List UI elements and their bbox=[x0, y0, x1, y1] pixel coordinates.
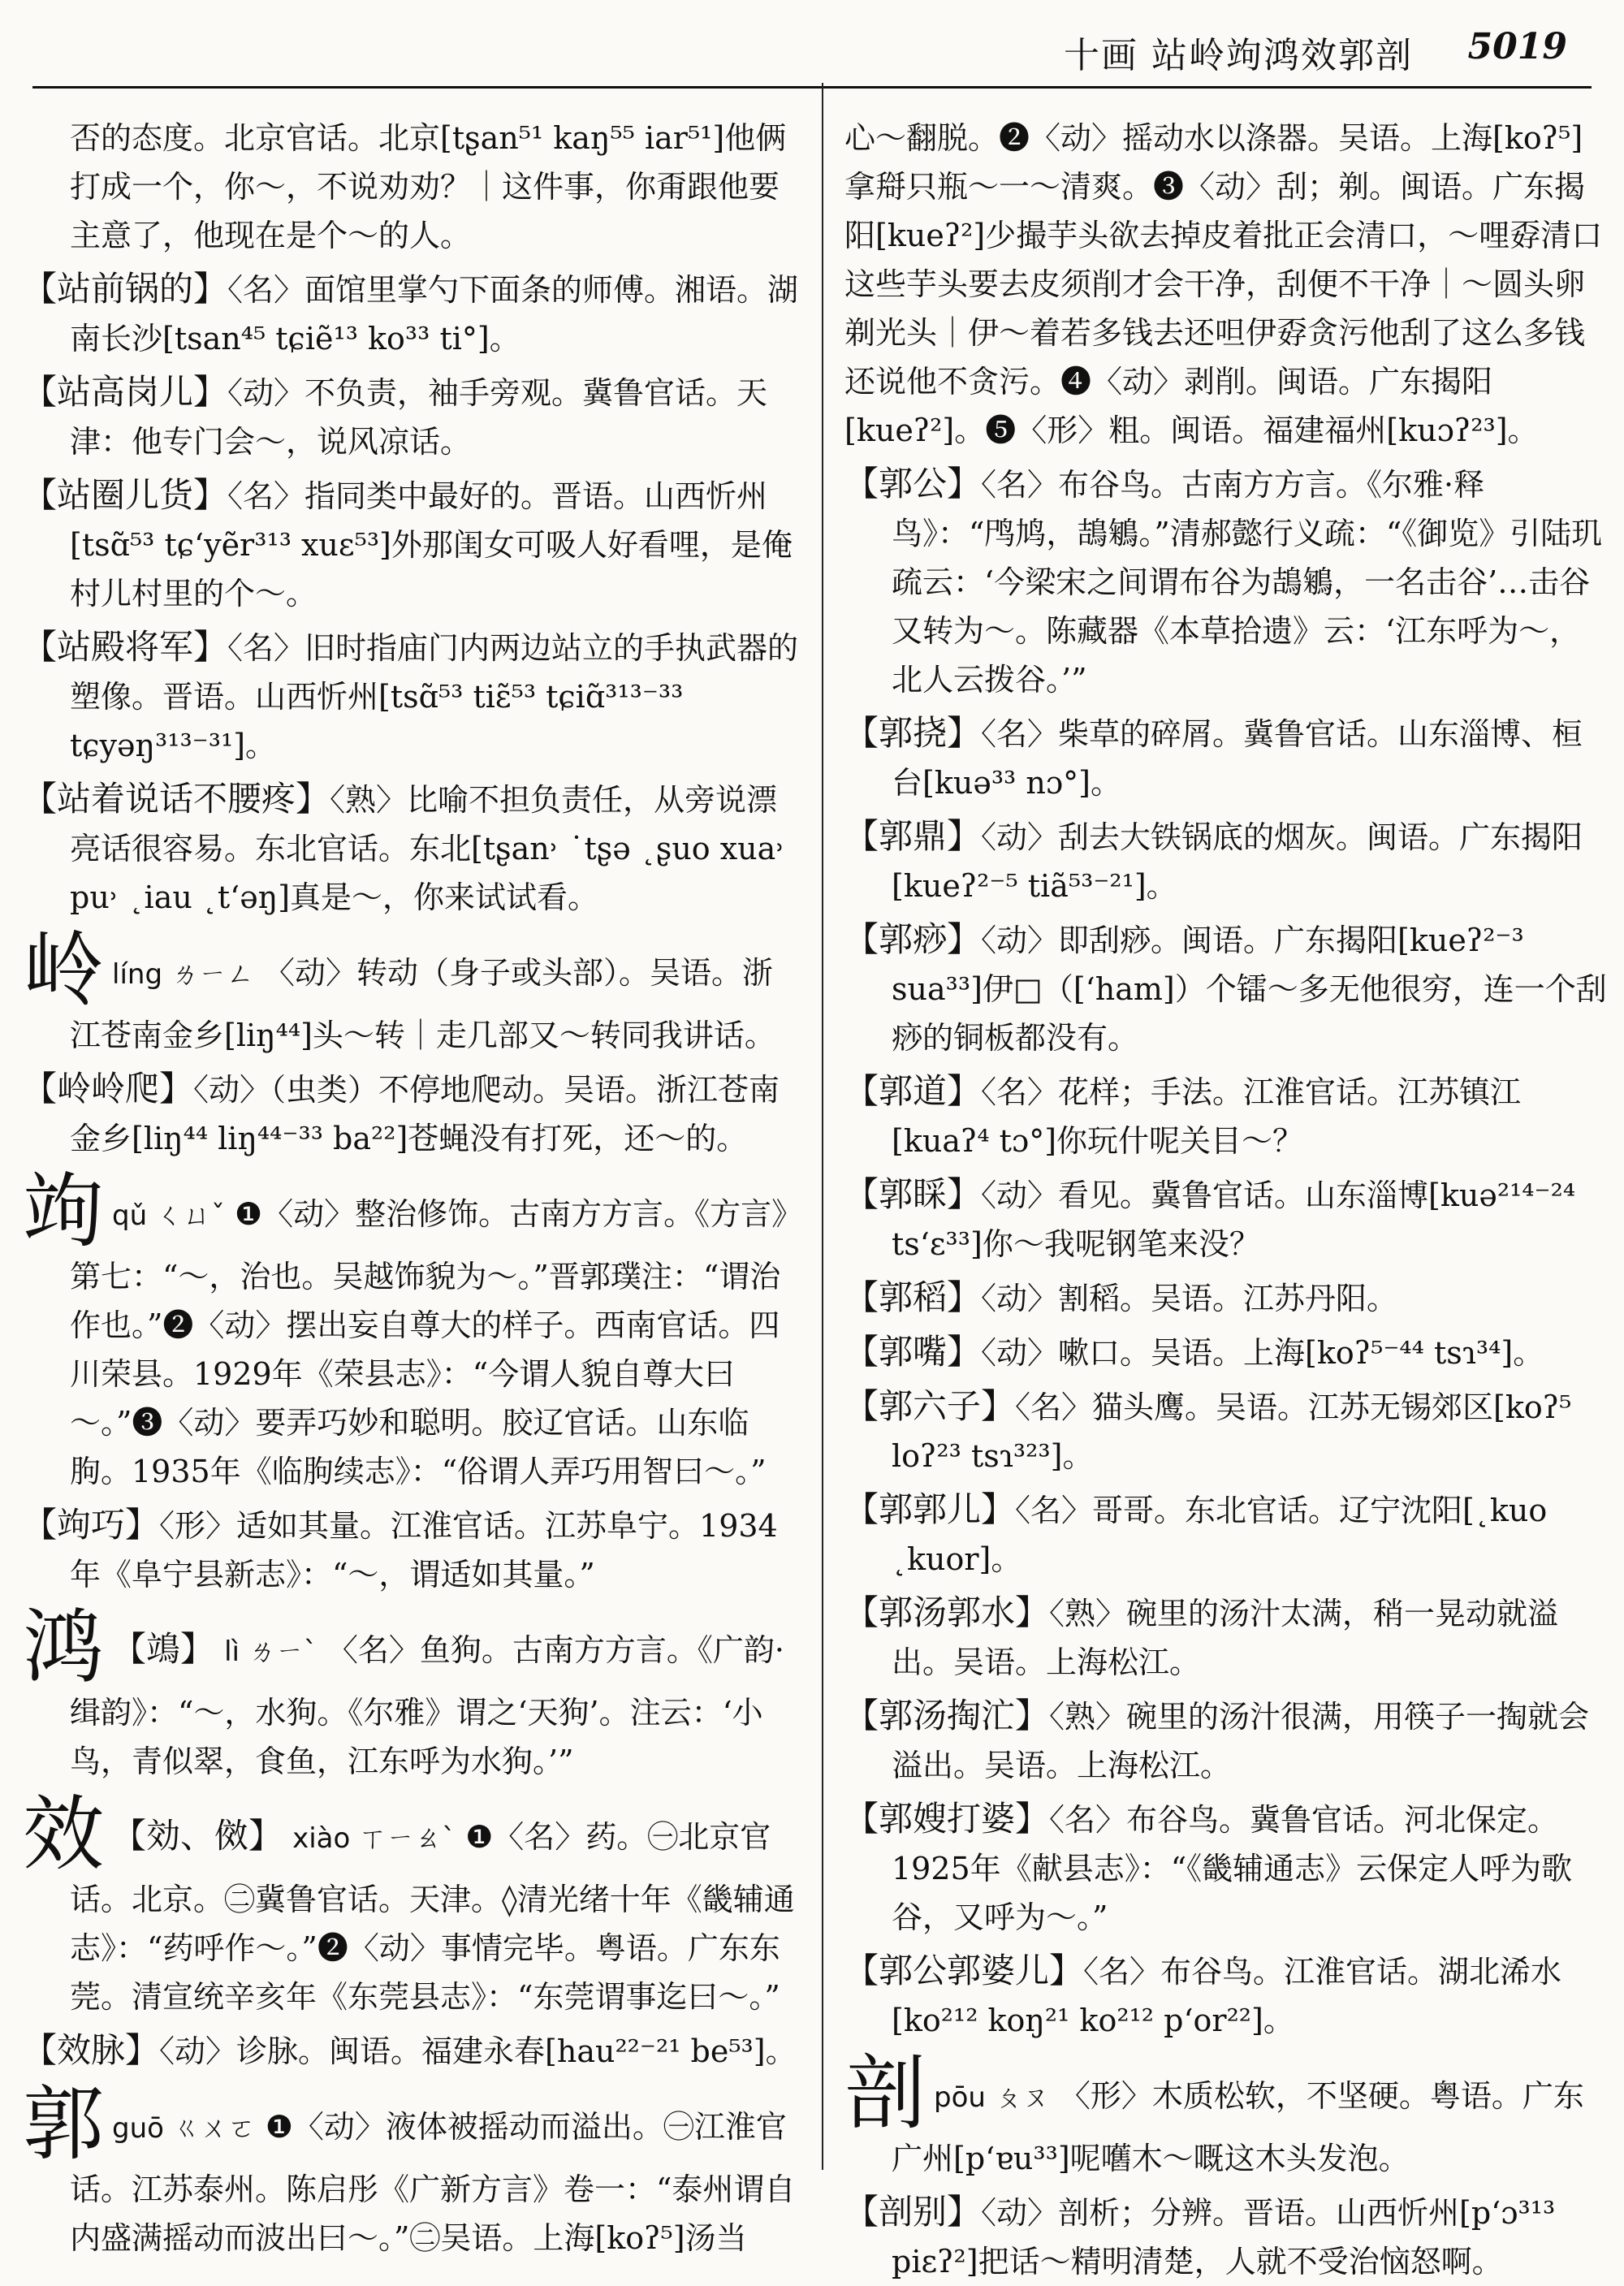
headword: 【剖别】 bbox=[844, 2192, 982, 2232]
entry-guotangguoshui bbox=[844, 1588, 1608, 1687]
headword: 【郭郭儿】 bbox=[844, 1489, 1016, 1529]
page-header bbox=[32, 16, 1592, 89]
big-character: 竘 bbox=[23, 1164, 104, 1259]
entry-guogongguopoer bbox=[844, 1947, 1608, 2045]
variant-form: 【鴗】 bbox=[112, 1629, 215, 1669]
definition: 〈名〉布谷鸟。江淮官话。湖北浠水[ko²¹² koŋ²¹ ko²¹² pʻor²²]。 bbox=[892, 1954, 1562, 2038]
pronunciation: guō ㄍㄨㄛ bbox=[112, 2112, 256, 2145]
char-entry-guo bbox=[23, 2076, 802, 2262]
entry-guozui bbox=[844, 1328, 1608, 1377]
headword: 【郭六子】 bbox=[844, 1386, 1016, 1426]
definition: 〈名〉花样；手法。江淮官话。江苏镇江[kuaʔ⁴ tɔ°]你玩什呢关目～？ bbox=[892, 1074, 1522, 1159]
headword: 【郭痧】 bbox=[844, 919, 982, 959]
definition: 〈动〉不负责，袖手旁观。冀鲁官话。天津：他专门会～，说风凉话。 bbox=[70, 375, 768, 460]
entry-zhanquanhuo bbox=[23, 471, 802, 618]
definition: 〈动〉看见。冀鲁官话。山东淄博[kuə²¹⁴⁻²⁴ tsʻɛ³³]你～我呢钢笔来没？ bbox=[892, 1178, 1576, 1262]
headword: 【郭睬】 bbox=[844, 1174, 982, 1214]
definition: ❶〈动〉液体被摇动而溢出。㊀江淮官话。江苏泰州。陈启彤《广新方言》卷一：“泰州谓自内盛满摇动而波出曰～。”㊁吴语。上海[koʔ⁵]汤当 bbox=[70, 2109, 796, 2256]
page-number: 5019 bbox=[1467, 26, 1567, 67]
big-character: 鸿 bbox=[23, 1600, 104, 1695]
headword: 【竘巧】 bbox=[23, 1505, 160, 1545]
big-character: 郭 bbox=[23, 2076, 104, 2171]
entry-guodao bbox=[844, 1067, 1608, 1165]
headword: 【站着说话不腰疼】 bbox=[23, 779, 330, 819]
pronunciation: qǔ ㄑㄩˇ bbox=[112, 1199, 225, 1232]
definition: 〈熟〉比喻不担负责任，从旁说漂亮话很容易。东北官话。东北[tʂan˒ ˙tʂə ˛ʂuo xua˒ pu˒ ˛iau ˛tʻəŋ]真是～，你来试试看。 bbox=[70, 782, 785, 915]
definition: 〈名〉猫头鹰。吴语。江苏无锡郊区[koʔ⁵ loʔ²³ tsɿ³²³]。 bbox=[892, 1389, 1572, 1474]
definition: ❶〈动〉整治修饰。古南方方言。《方言》第七：“～，治也。吴越饰貌为～。”晋郭璞注：“谓治作也。”❷〈动〉摆出妄自尊大的样子。西南官话。四川荣县。1929年《荣县志》：“今谓人貌自尊大曰～。”❸〈动〉要弄巧妙和聪明。胶辽官话。山东临朐。1935年《临朐续志》：“俗谓人弄巧用智曰～。” bbox=[70, 1196, 788, 1489]
entry-zhanqianguode bbox=[23, 265, 802, 363]
definition: 〈名〉指同类中最好的。晋语。山西忻州[tsɑ̃⁵³ tɕʻyẽr³¹³ xuɛ⁵³]外那闺女可吸人好看哩，是俺村儿村里的个～。 bbox=[70, 478, 793, 611]
headword: 【郭嘴】 bbox=[844, 1332, 982, 1372]
left-column bbox=[23, 83, 802, 2256]
pronunciation: lì ㄌㄧˋ bbox=[224, 1636, 317, 1668]
char-entry-qu bbox=[23, 1164, 802, 1496]
big-character: 效 bbox=[23, 1787, 104, 1882]
definition: 〈熟〉碗里的汤汁很满，用筷子一掏就会溢出。吴语。上海松江。 bbox=[892, 1699, 1590, 1783]
entry-guogong bbox=[844, 460, 1608, 704]
entry-quqiao bbox=[23, 1501, 802, 1599]
definition: 〈动〉（虫类）不停地爬动。吴语。浙江苍南金乡[liŋ⁴⁴ liŋ⁴⁴⁻³³ ba²²]苍蝇没有打死，还～的。 bbox=[70, 1072, 780, 1156]
definition: 〈名〉面馆里掌勺下面条的师傅。湘语。湖南长沙[tsan⁴⁵ tɕiẽ¹³ ko³³ ti°]。 bbox=[70, 272, 799, 357]
entry-xiaomai bbox=[23, 2026, 802, 2076]
headword: 【郭嫂打婆】 bbox=[844, 1799, 1050, 1839]
definition: 〈名〉鱼狗。古南方方言。《广韵·缉韵》：“～，水狗。《尔雅》谓之‘天狗’。注云：‘小鸟，青似翠，食鱼，江东呼为水狗。’” bbox=[70, 1632, 784, 1779]
definition: 〈名〉旧时指庙门内两边站立的手执武器的塑像。晋语。山西忻州[tsɑ̃⁵³ tiɛ̃⁵³ tɕiɑ̃³¹³⁻³³ tɕyəŋ³¹³⁻³¹]。 bbox=[70, 630, 799, 763]
headword: 【站圈儿货】 bbox=[23, 475, 228, 515]
continued-text: 心～翻脱。❷〈动〉摇动水以涤器。吴语。上海[koʔ⁵]拿搿只瓶～一～清爽。❸〈动〉刮；剃。闽语。广东揭阳[kueʔ²]少撮芋头欲去掉皮着批正会清口，～哩孬清口这些芋头要去皮须削才会干净，刮便不干净｜～圆头卵剃光头｜伊～着若多钱去还呾伊孬贪污他刮了这么多钱还说他不贪污。❹〈动〉剥削。闽语。广东揭阳[kueʔ²]。❺〈形〉粗。闽语。福建福州[kuɔʔ²³]。 bbox=[844, 120, 1603, 448]
big-character: 岭 bbox=[23, 923, 104, 1018]
pronunciation: pōu ㄆㄡ bbox=[934, 2081, 1050, 2114]
definition: 〈形〉木质松软，不坚硬。粤语。广东广州[pʻɐu³³]呢嚿木～嘅这木头发泡。 bbox=[892, 2078, 1584, 2176]
definition: 〈名〉布谷鸟。冀鲁官话。河北保定。1925年《献县志》：“《畿辅通志》云保定人呼为歌谷，又呼为～。” bbox=[892, 1802, 1573, 1935]
entry-guotangtaoxing bbox=[844, 1692, 1608, 1790]
pronunciation: xiào ㄒㄧㄠˋ bbox=[292, 1822, 456, 1855]
entry-zhangaogang bbox=[23, 368, 802, 466]
definition: 〈动〉刮去大铁锅底的烟灰。闽语。广东揭阳[kueʔ²⁻⁵ tiã⁵³⁻²¹]。 bbox=[892, 819, 1583, 904]
entry-guosha bbox=[844, 915, 1608, 1062]
variant-form: 【効、傚】 bbox=[112, 1816, 283, 1856]
headword: 【郭公】 bbox=[844, 464, 982, 503]
entry-guoding bbox=[844, 812, 1608, 910]
headword: 【郭汤掏汒】 bbox=[844, 1696, 1050, 1735]
headword: 【效脉】 bbox=[23, 2030, 160, 2070]
headword: 【站前锅的】 bbox=[23, 269, 228, 309]
definition: ❶〈名〉药。㊀北京官话。北京。㊁冀鲁官话。天津。◊清光绪十年《畿辅通志》：“药呼作～。”❷〈动〉事情完毕。粤语。广东东莞。清宣统辛亥年《东莞县志》：“东莞谓事迄曰～。” bbox=[70, 1819, 795, 2015]
definition: 〈名〉布谷鸟。古南方方言。《尔雅·释鸟》：“鸤鸠，鴶鵴。”清郝懿行义疏：“《御览》引陆玑疏云：‘今梁宋之间谓布谷为鴶鵴，一名击谷’…击谷又转为～。陈藏器《本草拾遗》云：‘江东呼为～，北人云拨谷。’” bbox=[892, 467, 1603, 698]
char-entry-xiao bbox=[23, 1787, 802, 2021]
char-entry-pou bbox=[844, 2046, 1608, 2183]
headword: 【郭稻】 bbox=[844, 1277, 982, 1317]
definition: 〈动〉嗽口。吴语。上海[koʔ⁵⁻⁴⁴ tsɿ³⁴]。 bbox=[981, 1335, 1544, 1371]
right-column bbox=[844, 83, 1608, 2280]
definition: 〈动〉转动（身子或头部）。吴语。浙江苍南金乡[liŋ⁴⁴]头～转｜走几部又～转同我讲话。 bbox=[70, 955, 775, 1053]
pronunciation: líng ㄌㄧㄥ bbox=[112, 958, 254, 991]
entry-guosaodapo bbox=[844, 1795, 1608, 1942]
definition: 〈名〉哥哥。东北官话。辽宁沈阳[˛kuo ˛kuor]。 bbox=[892, 1493, 1548, 1577]
definition: 〈动〉即刮痧。闽语。广东揭阳[kueʔ²⁻³ sua³³]伊□（[ʻham]）个镭～多无他很穷，连一个刮痧的铜板都没有。 bbox=[892, 923, 1607, 1056]
continued-text: 否的态度。北京官话。北京[tʂan⁵¹ kaŋ⁵⁵ iar⁵¹]他俩打成一个，你～，不说劝劝？｜这件事，你甭跟他要主意了，他现在是个～的人。 bbox=[70, 120, 787, 253]
headword: 【郭公郭婆儿】 bbox=[844, 1951, 1084, 1990]
entry-linglingpa bbox=[23, 1065, 802, 1163]
definition: 〈动〉剖析；分辨。晋语。山西忻州[pʻɔ³¹³ piɛʔ²]把话～精明清楚，人就不受治恼怒啊。 bbox=[892, 2195, 1556, 2280]
entry-zhanzheshuohua bbox=[23, 775, 802, 922]
section-title: 十画 站岭竘鸿效郭剖 bbox=[1064, 35, 1413, 76]
headword: 【郭道】 bbox=[844, 1071, 982, 1111]
definition: 〈形〉适如其量。江淮官话。江苏阜宁。1934年《阜宁县新志》：“～，谓适如其量。” bbox=[70, 1508, 778, 1592]
big-character: 剖 bbox=[844, 2046, 926, 2141]
definition: 〈名〉柴草的碎屑。冀鲁官话。山东淄博、桓台[kuə³³ nɔ°]。 bbox=[892, 716, 1583, 801]
definition: 〈动〉诊脉。闽语。福建永春[hau²²⁻²¹ be⁵³]。 bbox=[159, 2033, 797, 2069]
char-entry-li bbox=[23, 1600, 802, 1786]
entry-guonao bbox=[844, 709, 1608, 807]
definition: 〈熟〉碗里的汤汁太满，稍一晃动就溢出。吴语。上海松江。 bbox=[892, 1596, 1559, 1680]
entry-guocai bbox=[844, 1170, 1608, 1268]
headword: 【郭鼎】 bbox=[844, 816, 982, 856]
column-divider bbox=[822, 83, 823, 2170]
entry-guodao-rice bbox=[844, 1273, 1608, 1323]
entry-guoliuzi bbox=[844, 1382, 1608, 1480]
definition: 〈动〉割稻。吴语。江苏丹阳。 bbox=[981, 1281, 1398, 1316]
headword: 【站高岗儿】 bbox=[23, 372, 228, 412]
headword: 【郭挠】 bbox=[844, 713, 982, 753]
headword: 【郭汤郭水】 bbox=[844, 1592, 1050, 1632]
entry-guoguoer bbox=[844, 1485, 1608, 1584]
entry-poubie bbox=[844, 2188, 1608, 2286]
headword: 【岭岭爬】 bbox=[23, 1069, 194, 1108]
char-entry-ling bbox=[23, 923, 802, 1060]
entry-zhandianjiangjun bbox=[23, 623, 802, 770]
headword: 【站殿将军】 bbox=[23, 627, 228, 667]
